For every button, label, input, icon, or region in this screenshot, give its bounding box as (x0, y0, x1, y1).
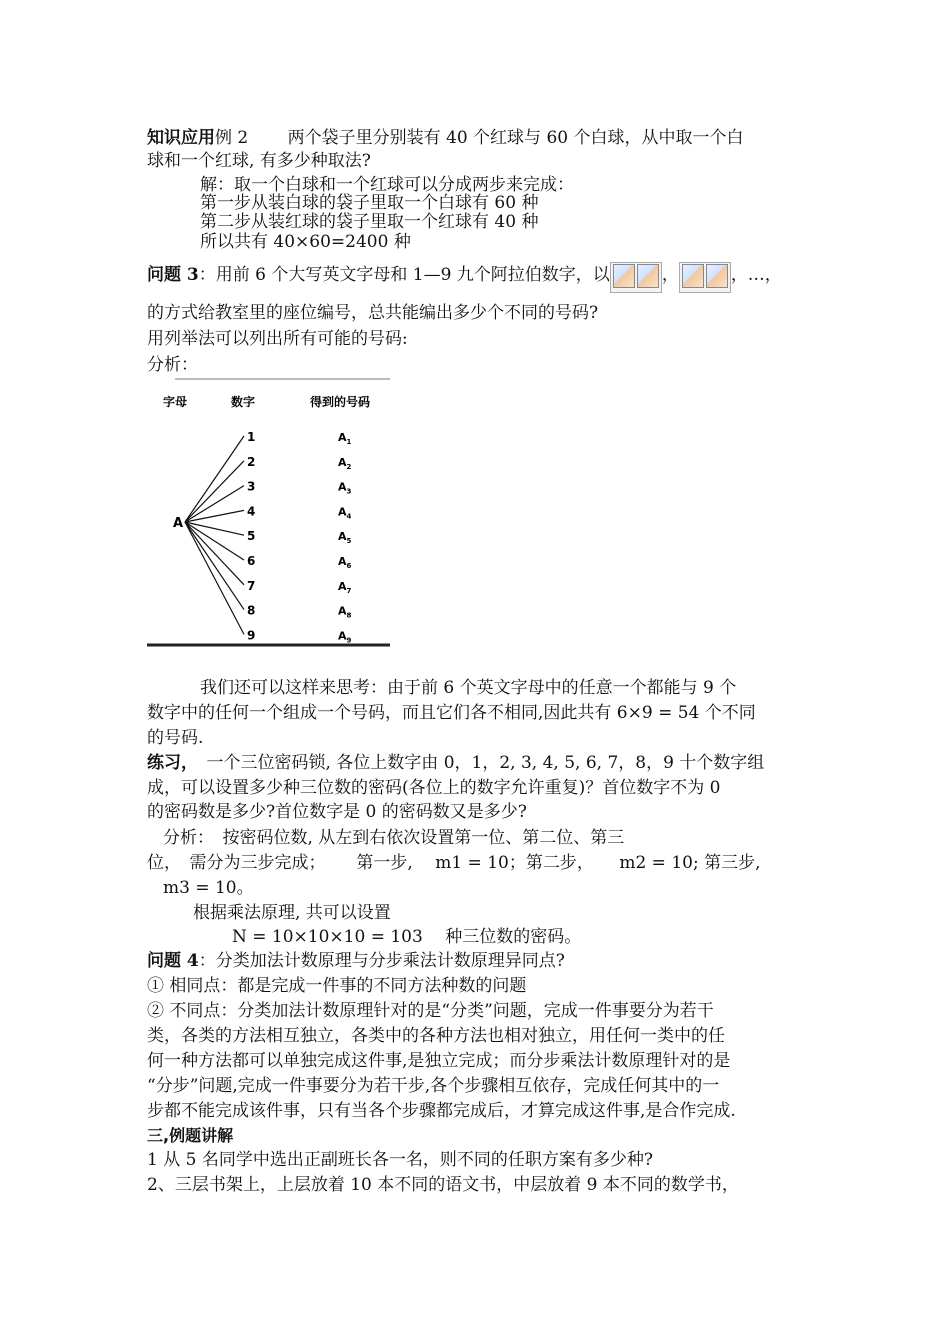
tree-code: $A_2$ (338, 455, 352, 471)
problem3-text: ：用前 6 个大写英文字母和 1—9 九个阿拉伯数字，以 (198, 265, 610, 285)
image-placeholder-icon (679, 262, 731, 293)
problem3-line3: 用列举法可以列出所有可能的号码: (147, 329, 408, 349)
example2-line2: 球和一个红球, 有多少种取法? (147, 151, 371, 171)
tree-digit: 3 (247, 479, 256, 494)
tree-col-digit: 数字 (231, 395, 256, 409)
problem4-point1: ① 相同点：都是完成一件事的不同方法种数的问题 (147, 976, 527, 996)
tree-branch (185, 436, 244, 522)
tree-code: $A_7$ (338, 579, 352, 595)
problem3-sep2: ，…， (730, 265, 782, 285)
think-line3: 的号码. (147, 728, 204, 748)
tree-branch (185, 522, 244, 634)
problem4-point2-c: 何一种方法都可以单独完成这件事,是独立完成；而分步乘法计数原理针对的是 (147, 1051, 731, 1071)
think-line2: 数字中的任何一个组成一个号码，而且它们各不相同,因此共有 6×9 = 54 个不同 (147, 703, 756, 723)
tree-code: $A_6$ (338, 555, 352, 570)
practice-analysis-5: N = 10×10×10 = 103 种三位数的密码。 (232, 927, 582, 947)
problem4-line1 (147, 950, 565, 972)
tree-diagram (145, 376, 395, 652)
tree-digit: 4 (247, 504, 256, 519)
tree-code: $A_1$ (338, 431, 352, 446)
problem4-label: 问题 4 (147, 951, 199, 971)
practice-line1 (147, 752, 764, 774)
section3-question1: 1 从 5 名同学中选出正副班长各一名，则不同的任职方案有多少种? (147, 1150, 653, 1170)
practice-analysis-3: m3 = 10。 (163, 878, 254, 898)
tree-digit: 1 (247, 430, 256, 444)
tree-code: $A_8$ (338, 604, 352, 620)
think-line1: 我们还可以这样来思考：由于前 6 个英文字母中的任意一个都能与 9 个 (200, 678, 737, 698)
problem3-label: 问题 3 (147, 265, 199, 285)
example2-line1 (147, 127, 744, 149)
practice-text: 一个三位密码锁, 各位上数字由 0，1，2, 3, 4, 5, 6, 7，8，9 十个数字组 (189, 753, 765, 773)
tree-digit: 6 (247, 554, 256, 568)
practice-label: 练习， (147, 753, 190, 773)
tree-branch (185, 522, 244, 610)
practice-line3: 的密码数是多少?首位数字是 0 的密码数又是多少? (147, 802, 527, 822)
problem4-point2-d: “分步”问题,完成一件事要分为若干步,各个步骤相互依存，完成任何其中的一 (147, 1076, 720, 1096)
tree-code: $A_5$ (338, 530, 352, 546)
tree-col-letter: 字母 (163, 395, 188, 409)
tree-branch (185, 522, 244, 535)
section3-question2: 2、三层书架上，上层放着 10 本不同的语文书，中层放着 9 本不同的数学书， (147, 1175, 739, 1195)
example2-solution-1: 解：取一个白球和一个红球可以分成两步来完成： (200, 175, 574, 195)
image-placeholder-icon (610, 262, 662, 293)
problem4-point2-e: 步都不能完成该件事，只有当各个步骤都完成后，才算完成这件事,是合作完成. (147, 1101, 736, 1121)
tree-col-code: 得到的号码 (310, 395, 371, 409)
practice-analysis-2: 位， 需分为三步完成； 第一步, m1 = 10；第二步， m2 = 10; 第三步, (147, 853, 761, 873)
problem3-sep1: ， (661, 265, 679, 285)
example2-label: 知识应用 (147, 128, 215, 148)
tree-code: $A_4$ (338, 505, 352, 521)
tree-branch (185, 522, 244, 585)
tree-digit: 9 (247, 628, 256, 643)
tree-digit: 2 (247, 454, 256, 469)
tree-branch (185, 522, 244, 560)
tree-digit: 5 (247, 529, 256, 544)
example2-solution-4: 所以共有 40×60=2400 种 (200, 232, 411, 252)
example2-solution-3: 第二步从装红球的袋子里取一个红球有 40 种 (200, 212, 539, 232)
tree-root: A (173, 516, 184, 531)
problem4-point2-a: ② 不同点：分类加法计数原理针对的是“分类”问题，完成一件事要分为若干 (147, 1001, 714, 1021)
problem4-point2-b: 类，各类的方法相互独立，各类中的各种方法也相对独立，用任何一类中的任 (147, 1026, 725, 1046)
tree-digit: 8 (247, 603, 256, 618)
tree-code: $A_9$ (338, 629, 352, 645)
tree-code: $A_3$ (338, 480, 352, 496)
problem3-line4: 分析： (147, 355, 198, 375)
practice-analysis-4: 根据乘法原理, 共可以设置 (193, 903, 391, 923)
tree-digit: 7 (247, 578, 256, 593)
section3-heading: 三,例题讲解 (147, 1126, 234, 1145)
problem3-line1 (147, 262, 782, 293)
example2-solution-2: 第一步从装白球的袋子里取一个白球有 60 种 (200, 193, 539, 213)
practice-analysis-1: 分析： 按密码位数, 从左到右依次设置第一位、第二位、第三 (163, 828, 625, 848)
practice-line2: 成，可以设置多少种三位数的密码(各位上的数字允许重复)？首位数字不为 0 (147, 778, 721, 798)
problem3-line2: 的方式给教室里的座位编号，总共能编出多少个不同的号码? (147, 303, 599, 323)
example2-text: 例 2 两个袋子里分别装有 40 个红球与 60 个白球，从中取一个白 (215, 128, 744, 148)
problem4-text: ：分类加法计数原理与分步乘法计数原理异同点? (198, 951, 565, 971)
